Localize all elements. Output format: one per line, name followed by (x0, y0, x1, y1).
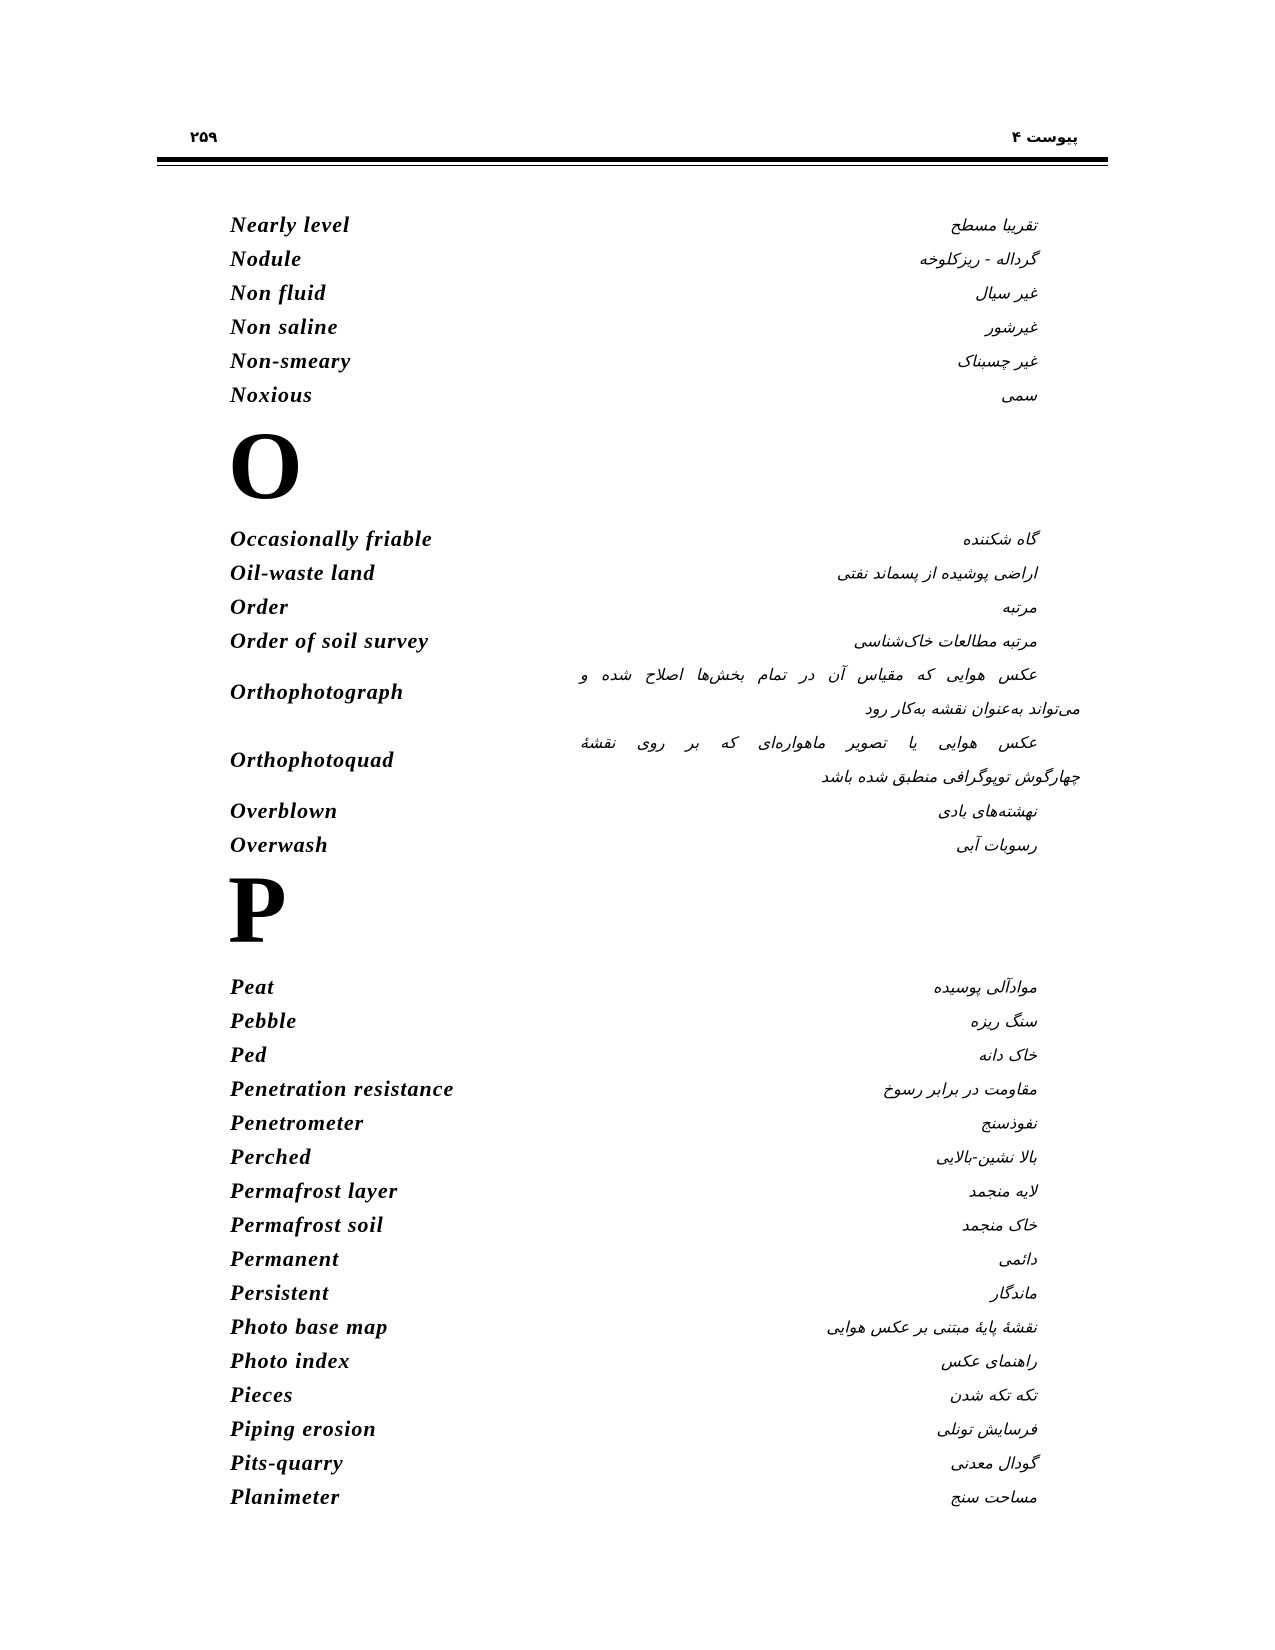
term-fa: رسوبات آبی (955, 835, 1037, 855)
term-fa: دائمی (998, 1249, 1037, 1269)
glossary-group-p (230, 970, 1080, 1514)
term-en: Overblown (230, 798, 338, 823)
term-en: Peat (230, 974, 275, 999)
term-en: Persistent (230, 1280, 330, 1305)
term-en: Ped (230, 1042, 268, 1067)
glossary-entry (230, 658, 1080, 726)
glossary-entry (230, 1038, 1080, 1072)
term-fa: راهنمای عکس (941, 1351, 1037, 1371)
section-letter-p: P (228, 856, 287, 963)
term-fa (580, 726, 1080, 794)
term-fa: گودال معدنی (950, 1453, 1037, 1473)
term-fa: تکه تکه شدن (949, 1385, 1037, 1405)
glossary-entry (230, 624, 1080, 658)
term-en: Photo index (230, 1348, 351, 1373)
glossary-entry (230, 794, 1080, 828)
glossary-entry (230, 970, 1080, 1004)
term-fa: مساحت سنج (950, 1487, 1037, 1507)
term-fa (580, 658, 1080, 726)
section-letter-o: O (228, 412, 303, 519)
glossary-entry (230, 276, 1080, 310)
glossary-entry (230, 1310, 1080, 1344)
term-fa: نقشهٔ پایهٔ مبتنی بر عکس هوایی (826, 1317, 1037, 1337)
glossary-entry (230, 344, 1080, 378)
term-en: Perched (230, 1144, 312, 1169)
term-fa: خاک دانه (978, 1045, 1037, 1065)
glossary-entry (230, 1446, 1080, 1480)
glossary-entry (230, 726, 1080, 794)
glossary-entry (230, 378, 1080, 412)
term-en: Oil-waste land (230, 560, 376, 585)
term-en: Penetration resistance (230, 1076, 455, 1101)
term-fa-line-2: چهارگوش توپوگرافی منطبق شده باشد (821, 767, 1080, 786)
term-fa: موادآلی پوسیده (933, 977, 1037, 997)
term-en: Overwash (230, 832, 329, 857)
glossary-entry (230, 1208, 1080, 1242)
term-fa: نهشته‌های بادی (937, 801, 1037, 821)
term-fa: مقاومت در برابر رسوخ (882, 1079, 1037, 1099)
term-fa: مرتبه مطالعات خاک‌شناسی (853, 631, 1037, 651)
header-rule-thin (157, 165, 1108, 166)
term-fa-line-1: عکس هوایی یا تصویر ماهواره‌ای که بر روی نقشهٔ (580, 733, 1037, 752)
glossary-entry (230, 1140, 1080, 1174)
term-en: Occasionally friable (230, 526, 433, 551)
glossary-entry (230, 1174, 1080, 1208)
term-en: Orthophotograph (230, 679, 404, 704)
term-en: Photo base map (230, 1314, 389, 1339)
term-en: Pits-quarry (230, 1450, 344, 1475)
term-en: Nearly level (230, 212, 351, 237)
term-en: Non fluid (230, 280, 327, 305)
glossary-entry (230, 828, 1080, 862)
term-fa: خاک منجمد (961, 1215, 1037, 1235)
glossary-entry (230, 522, 1080, 556)
term-en: Permanent (230, 1246, 340, 1271)
glossary-entry (230, 1106, 1080, 1140)
term-en: Order (230, 594, 289, 619)
term-en: Piping erosion (230, 1416, 377, 1441)
glossary-entry (230, 242, 1080, 276)
glossary-entry (230, 1412, 1080, 1446)
term-en: Pieces (230, 1382, 294, 1407)
term-en: Non-smeary (230, 348, 352, 373)
term-en: Order of soil survey (230, 628, 430, 653)
term-fa: اراضی پوشیده از پسماند نفتی (836, 563, 1037, 583)
term-en: Penetrometer (230, 1110, 365, 1135)
glossary-group-n (230, 208, 1080, 412)
term-fa: سنگ ریزه (969, 1011, 1037, 1031)
glossary-entry (230, 1378, 1080, 1412)
term-en: Nodule (230, 246, 302, 271)
term-fa: ماندگار (990, 1283, 1037, 1303)
term-en: Noxious (230, 382, 313, 407)
term-fa: فرسایش تونلی (936, 1419, 1037, 1439)
glossary-entry (230, 1276, 1080, 1310)
term-en: Permafrost soil (230, 1212, 384, 1237)
glossary-entry (230, 556, 1080, 590)
term-fa: غیر سیال (975, 283, 1037, 303)
term-en: Permafrost layer (230, 1178, 399, 1203)
term-fa: نفوذسنج (980, 1113, 1037, 1133)
term-fa-line-1: عکس هوایی که مقیاس آن در تمام بخش‌ها اصلاح شده و (580, 665, 1037, 684)
glossary-entry (230, 310, 1080, 344)
term-en: Non saline (230, 314, 339, 339)
term-fa: لایه منجمد (968, 1181, 1037, 1201)
term-fa: گرداله - ریزکلوخه (918, 249, 1037, 269)
glossary-group-o (230, 522, 1080, 862)
page-number: ۲۵۹ (190, 128, 218, 146)
section-title: پیوست ۴ (1011, 128, 1078, 146)
glossary-entry (230, 1480, 1080, 1514)
term-en: Planimeter (230, 1484, 341, 1509)
page-header (157, 124, 1108, 168)
term-en: Orthophotoquad (230, 747, 395, 772)
header-rule-thick (157, 157, 1108, 162)
glossary-entry (230, 1004, 1080, 1038)
term-fa: مرتبه (1001, 597, 1037, 617)
glossary-entry (230, 208, 1080, 242)
glossary-entry (230, 590, 1080, 624)
term-en: Pebble (230, 1008, 298, 1033)
term-fa: بالا نشین-بالایی (935, 1147, 1037, 1167)
term-fa: تقریبا مسطح (950, 215, 1037, 235)
glossary-entry (230, 1344, 1080, 1378)
term-fa: سمی (1001, 385, 1037, 405)
term-fa: غیر چسبناک (956, 351, 1037, 371)
term-fa-line-2: می‌تواند به‌عنوان نقشه به‌کار رود (864, 699, 1080, 718)
term-fa: غیرشور (985, 317, 1037, 337)
glossary-entry (230, 1072, 1080, 1106)
glossary-entry (230, 1242, 1080, 1276)
term-fa: گاه شکننده (962, 529, 1037, 549)
